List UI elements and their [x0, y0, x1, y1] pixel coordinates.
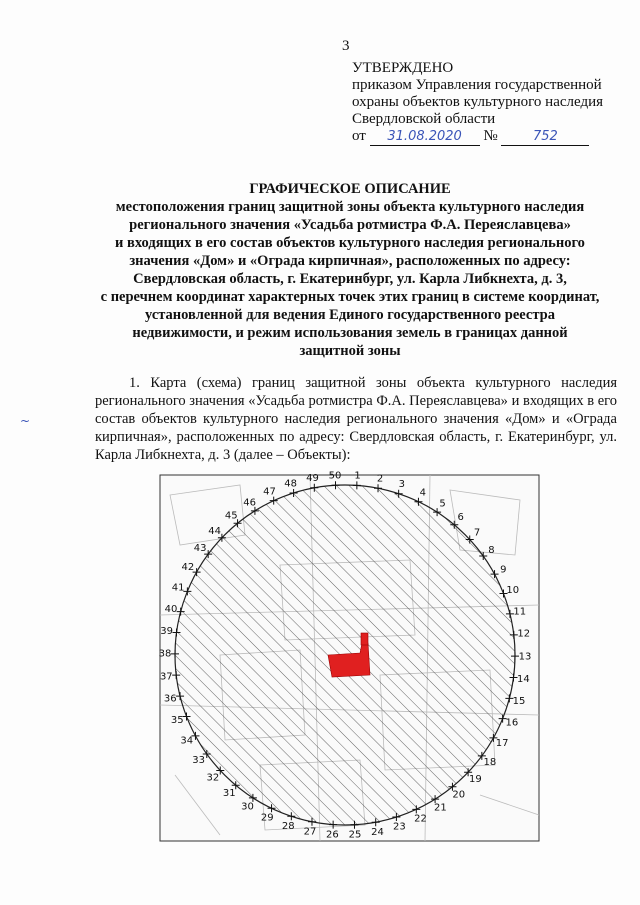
boundary-point-label: 35 — [170, 715, 184, 727]
boundary-point-label: 16 — [505, 717, 519, 729]
handwritten-date: 31.08.2020 — [387, 129, 462, 144]
boundary-point-label: 14 — [517, 673, 530, 685]
boundary-point-label: 22 — [414, 813, 427, 825]
boundary-point-label: 38 — [158, 648, 172, 660]
page-number: 3 — [342, 38, 350, 54]
boundary-point-label: 49 — [306, 473, 319, 484]
boundary-point-label: 36 — [163, 693, 177, 705]
boundary-point-label: 42 — [181, 562, 195, 574]
title-line-6: Свердловская область, г. Екатеринбург, ул. Карла Либкнехта, д. 3, — [133, 271, 567, 287]
boundary-point-label: 13 — [518, 651, 532, 663]
boundary-point-label: 15 — [512, 696, 526, 707]
handwritten-number: 752 — [533, 129, 558, 144]
boundary-point-label: 31 — [222, 787, 236, 799]
boundary-point-label: 28 — [281, 820, 295, 832]
boundary-point-label: 44 — [208, 525, 221, 537]
boundary-point-label: 5 — [439, 498, 446, 510]
boundary-point-label: 32 — [206, 772, 220, 784]
approval-date-row — [352, 128, 603, 146]
boundary-point-label: 21 — [434, 802, 447, 814]
boundary-point-label: 26 — [326, 829, 339, 841]
document-title — [60, 180, 640, 360]
boundary-point-label: 43 — [193, 543, 207, 555]
boundary-point-label: 47 — [263, 486, 276, 498]
boundary-point-label: 29 — [260, 812, 274, 824]
boundary-point-label: 50 — [328, 470, 342, 482]
boundary-point-label: 39 — [160, 626, 173, 638]
margin-mark: ~ — [20, 414, 31, 428]
title-line-10: защитной зоны — [299, 343, 401, 359]
boundary-point-label: 24 — [371, 827, 384, 838]
boundary-point-label: 12 — [517, 628, 531, 640]
protection-zone-map — [158, 470, 539, 841]
boundary-point-label: 25 — [348, 829, 362, 841]
boundary-point-label: 4 — [419, 487, 426, 499]
boundary-point-label: 37 — [159, 671, 173, 683]
boundary-point-label: 9 — [500, 564, 507, 576]
body-paragraph — [95, 374, 617, 464]
title-line-8: установленной для ведения Единого государственного реестра — [145, 307, 555, 323]
title-line-7: с перечнем координат характерных точек этих границ в системе координат, — [100, 289, 600, 305]
boundary-point-label: 20 — [452, 789, 466, 801]
boundary-point-label: 23 — [393, 821, 406, 833]
boundary-point-label: 11 — [513, 606, 527, 618]
paragraph-text: 1. Карта (схема) границ защитной зоны объекта культурного наследия регионального значения «Усадьба ротмистра Ф.А. Переяславцева» и входящих в его состав объектов культурного наследия регионального значения «Дом» и «Ограда кирпичная», расположенных по адресу: Свердловская область, г. Екатеринбург, ул. Карла Либкнехта, д. 3 (далее – Объекты): — [95, 375, 617, 463]
date-prefix: от — [352, 128, 366, 144]
boundary-point-label: 19 — [469, 774, 482, 786]
date-field — [370, 128, 480, 146]
boundary-point-label: 45 — [224, 510, 238, 522]
title-line-5: значения «Дом» и «Ограда кирпичная», расположенных по адресу: — [129, 253, 571, 269]
boundary-point-label: 3 — [398, 479, 405, 491]
number-prefix: № — [483, 128, 498, 144]
approval-line-3: Свердловской области — [352, 111, 496, 127]
boundary-point-label: 30 — [241, 801, 254, 813]
approval-block — [352, 60, 603, 146]
boundary-point-label: 33 — [192, 754, 205, 766]
boundary-point-label: 27 — [303, 826, 317, 838]
boundary-point-label: 1 — [354, 470, 361, 482]
boundary-point-label: 8 — [488, 545, 495, 557]
object-fence — [361, 633, 368, 645]
boundary-point-label: 18 — [483, 756, 497, 768]
boundary-point-label: 34 — [180, 735, 194, 747]
boundary-point-label: 41 — [171, 582, 185, 594]
title-line-1: ГРАФИЧЕСКОЕ ОПИСАНИЕ — [249, 181, 451, 197]
title-line-3: регионального значения «Усадьба ротмистра Ф.А. Переяславцева» — [129, 217, 571, 233]
title-line-2: местоположения границ защитной зоны объекта культурного наследия — [115, 199, 585, 215]
boundary-point-label: 7 — [473, 527, 481, 539]
boundary-point-label: 48 — [284, 478, 297, 490]
title-line-4: и входящих в его состав объектов культурного наследия регионального — [115, 235, 585, 251]
title-line-9: недвижимости, и режим использования земель в границах данной — [132, 325, 568, 341]
number-field — [501, 128, 589, 146]
boundary-point-label: 17 — [495, 737, 509, 749]
boundary-point-label: 10 — [506, 584, 520, 596]
approval-line-1: приказом Управления государственной — [352, 77, 602, 93]
boundary-point-label: 6 — [457, 512, 464, 524]
approval-title: УТВЕРЖДЕНО — [352, 60, 454, 76]
approval-line-2: охраны объектов культурного наследия — [352, 94, 604, 110]
boundary-point-label: 2 — [376, 473, 384, 485]
boundary-point-label: 40 — [164, 604, 178, 615]
boundary-point-label: 46 — [243, 497, 256, 509]
